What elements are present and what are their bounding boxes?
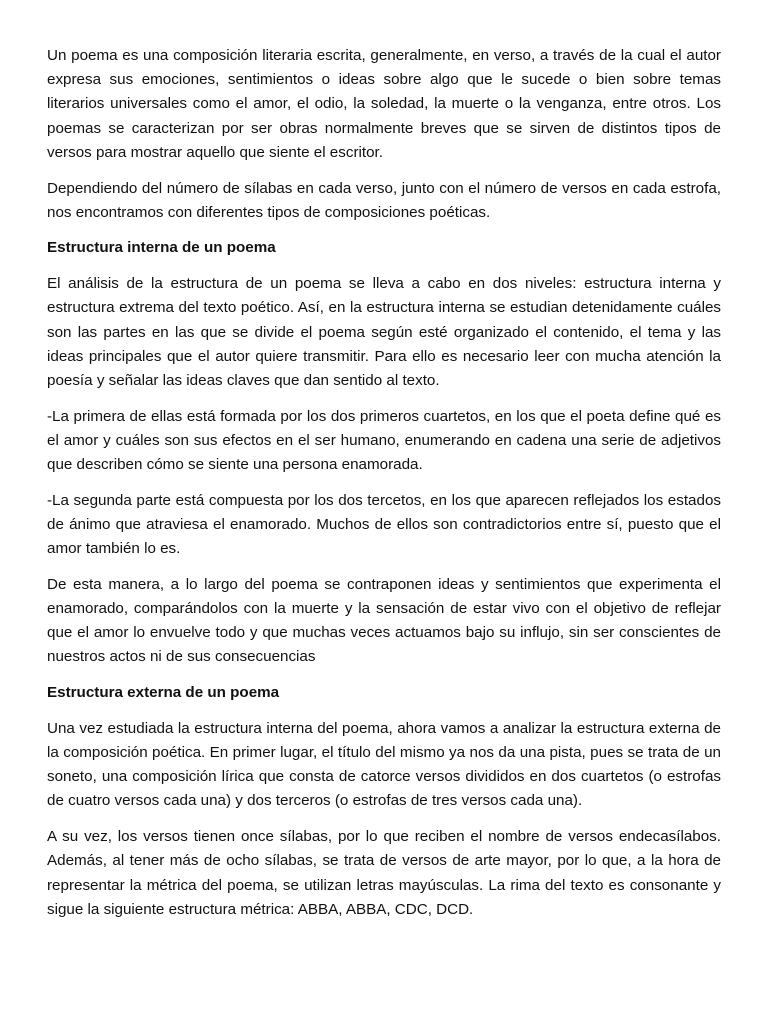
- paragraph-external-analysis: Una vez estudiada la estructura interna del poema, ahora vamos a analizar la estructura externa de la composición poética. En primer lugar, el título del mismo ya nos da una pista, pues se trata de un soneto, una composición lírica que consta de catorce versos divididos en dos cuartetos (o estrofas de cuatro versos cada una) y dos terceros (o estrofas de tres versos cada una).: [47, 719, 721, 810]
- paragraph-first-part: -La primera de ellas está formada por los dos primeros cuartetos, en los que el poeta define qué es el amor y cuáles son sus efectos en el ser humano, enumerando en cadena una serie de adjetivos que describen cómo se siente una persona enamorada.: [47, 407, 721, 474]
- paragraph-contrasting-ideas: De esta manera, a lo largo del poema se contraponen ideas y sentimientos que experimenta el enamorado, comparándolos con la muerte y la sensación de estar vivo con el objetivo de reflejar que el amor lo envuelve todo y que muchas veces actuamos bajo su influjo, sin ser conscientes de nuestros actos ni de sus consecuencias: [47, 575, 721, 666]
- paragraph-poem-definition: Un poema es una composición literaria escrita, generalmente, en verso, a través de la cual el autor expresa sus emociones, sentimientos o ideas sobre algo que le sucede o bien sobre temas literarios universales como el amor, el odio, la soledad, la muerte o la venganza, entre otros. Los poemas se caracterizan por ser obras normalmente breves que se sirven de distintos tipos de versos para mostrar aquello que siente el escritor.: [47, 47, 721, 161]
- document-page: [47, 44, 721, 934]
- paragraph-second-part: -La segunda parte está compuesta por los dos tercetos, en los que aparecen reflejados los estados de ánimo que atraviesa el enamorado. Muchos de ellos son contradictorios entre sí, puesto que el amor también lo es.: [47, 491, 721, 558]
- heading-internal-structure: Estructura interna de un poema: [47, 239, 276, 257]
- heading-external-structure: Estructura externa de un poema: [47, 684, 280, 702]
- paragraph-meter-rhyme: A su vez, los versos tienen once sílabas, por lo que reciben el nombre de versos endecasílabos. Además, al tener más de ocho sílabas, se trata de versos de arte mayor, por lo que, a la hora de representar la métrica del poema, se utilizan letras mayúsculas. La rima del texto es consonante y sigue la siguiente estructura métrica: ABBA, ABBA, CDC, DCD.: [47, 828, 721, 918]
- paragraph-composition-types: Dependiendo del número de sílabas en cada verso, junto con el número de versos en cada estrofa, nos encontramos con diferentes tipos de composiciones poéticas.: [47, 179, 721, 221]
- paragraph-internal-analysis: El análisis de la estructura de un poema se lleva a cabo en dos niveles: estructura interna y estructura extrema del texto poético. Así, en la estructura interna se estudian detenidamente cuáles son las partes en las que se divide el poema según esté organizado el contenido, el tema y las ideas principales que el autor quiere transmitir. Para ello es necesario leer con mucha atención la poesía y señalar las ideas claves que dan sentido al texto.: [47, 275, 721, 389]
